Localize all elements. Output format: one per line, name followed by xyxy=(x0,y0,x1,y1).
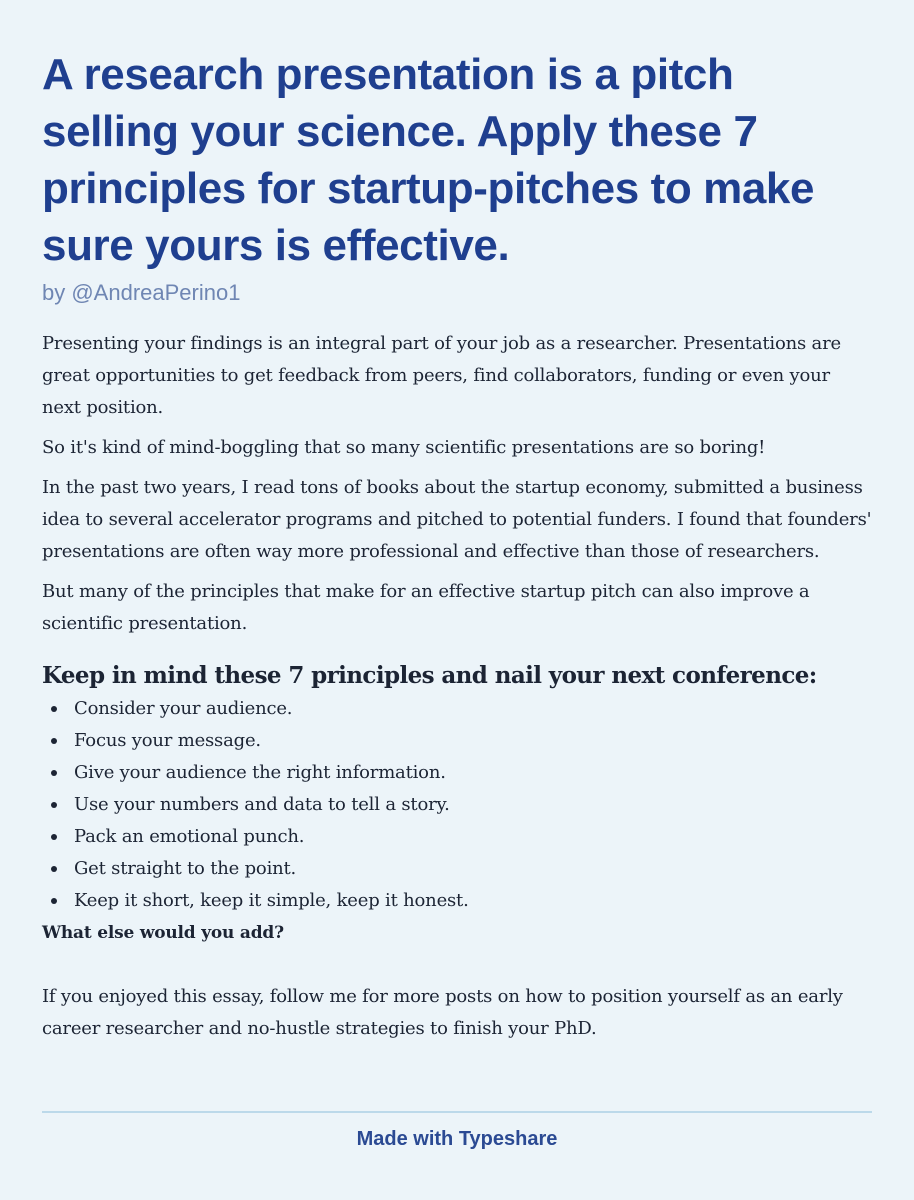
bullet-icon xyxy=(51,898,57,904)
bullet-icon xyxy=(51,834,57,840)
closing-question: What else would you add? xyxy=(42,923,284,943)
bullet-icon xyxy=(51,738,57,744)
author-byline[interactable]: by @AndreaPerino1 xyxy=(42,280,241,305)
bullet-icon xyxy=(51,706,57,712)
list-item-text: Keep it short, keep it simple, keep it honest. xyxy=(74,890,469,911)
paragraph: So it's kind of mind-boggling that so many scientific presentations are so boring! xyxy=(42,437,766,458)
list-item xyxy=(42,693,872,725)
list-item xyxy=(42,789,872,821)
list-item xyxy=(42,885,872,917)
list-item-text: Give your audience the right information. xyxy=(74,762,446,783)
list-item xyxy=(42,821,872,853)
paragraph: In the past two years, I read tons of books about the startup economy, submitted a business idea to several accelerator programs and pitched to potential funders. I found that founders' presentations are often way more professional and effective than those of researchers. xyxy=(42,477,872,562)
bullet-icon xyxy=(51,802,57,808)
essay-title: A research presentation is a pitch selling your science. Apply these 7 principles for startup-pitches to make sure yours is effective. xyxy=(42,50,815,270)
list-item xyxy=(42,757,872,789)
principles-heading: Keep in mind these 7 principles and nail your next conference: xyxy=(42,662,817,689)
list-item-text: Focus your message. xyxy=(74,730,261,751)
bullet-icon xyxy=(51,770,57,776)
bullet-icon xyxy=(51,866,57,872)
list-item-text: Consider your audience. xyxy=(74,698,293,719)
paragraph: But many of the principles that make for an effective startup pitch can also improve a scientific presentation. xyxy=(42,581,810,634)
typeshare-footer-link[interactable]: Made with Typeshare xyxy=(356,1128,558,1150)
list-item-text: Pack an emotional punch. xyxy=(74,826,305,847)
closing-paragraph: If you enjoyed this essay, follow me for more posts on how to position yourself as an early career researcher and no-hustle strategies to finish your PhD. xyxy=(42,986,843,1039)
list-item-text: Get straight to the point. xyxy=(74,858,297,879)
paragraph: Presenting your findings is an integral part of your job as a researcher. Presentations are great opportunities to get feedback from peers, find collaborators, funding or even your next position. xyxy=(42,333,841,418)
principles-list xyxy=(42,693,872,917)
list-item xyxy=(42,853,872,885)
footer-divider xyxy=(42,1111,872,1113)
list-item-text: Use your numbers and data to tell a story. xyxy=(74,794,450,815)
list-item xyxy=(42,725,872,757)
